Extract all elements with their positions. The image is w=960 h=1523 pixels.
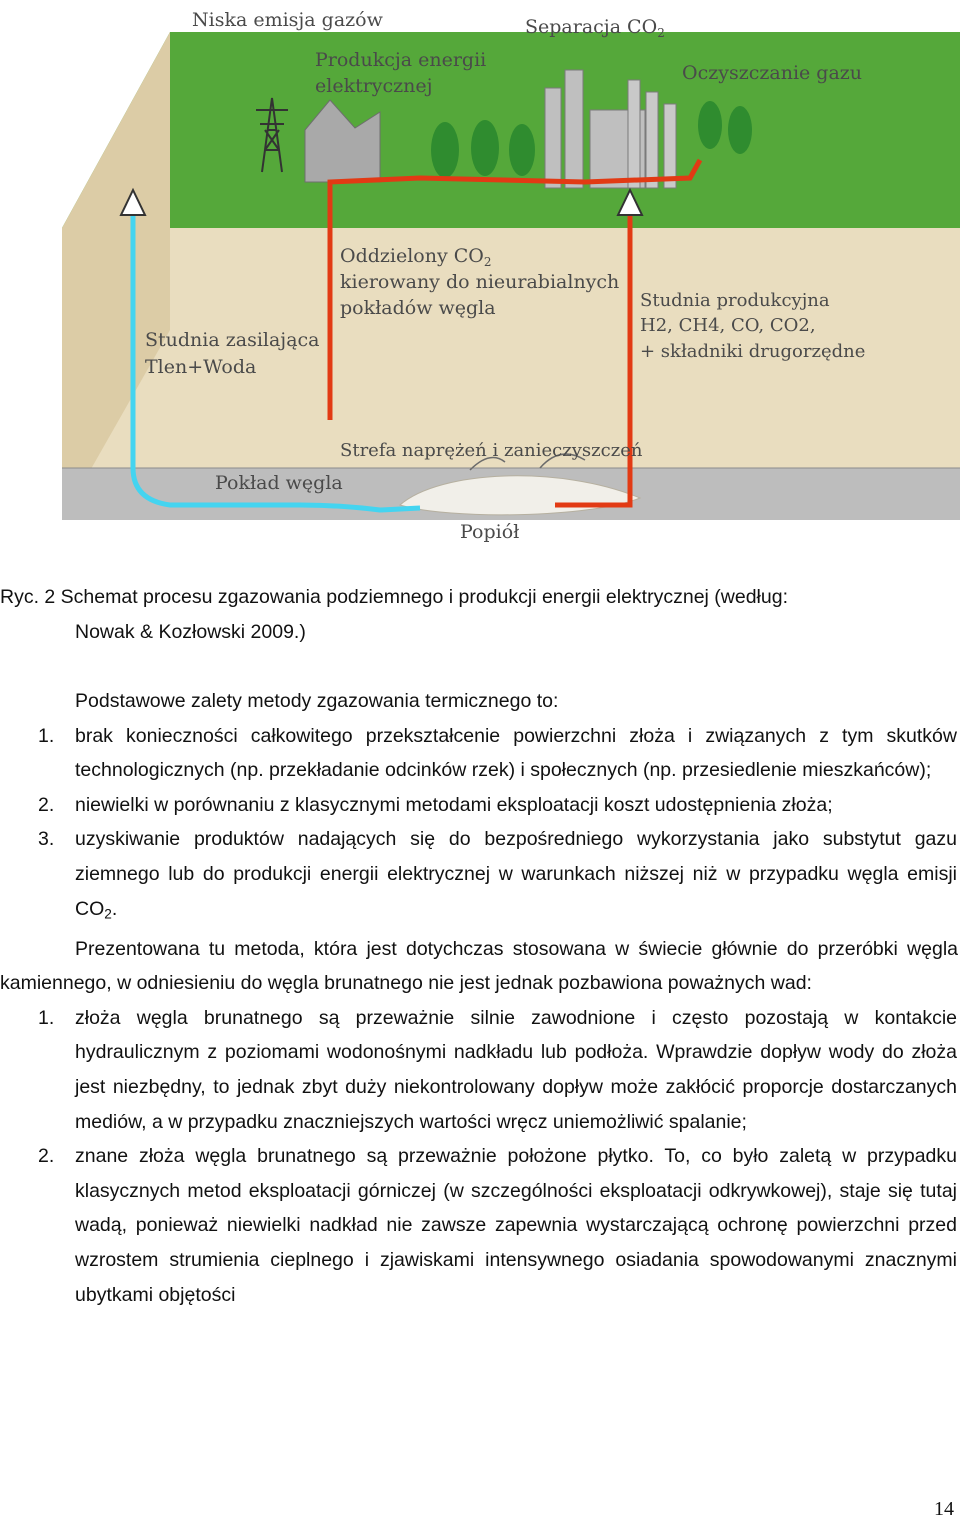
- label-separated-co2-3: pokładów węgla: [340, 297, 496, 319]
- page-number: 14: [934, 1498, 954, 1520]
- label-production-well-1: Studnia produkcyjna: [640, 290, 830, 311]
- label-ash: Popiół: [460, 521, 520, 543]
- label-coal-seam: Pokład węgla: [215, 472, 343, 494]
- caption-line-1: Ryc. 2 Schemat procesu zgazowania podziemnego i produkcji energii elektrycznej (według:: [0, 586, 788, 608]
- list-item-end: .: [111, 897, 118, 920]
- body-paragraph: Prezentowana tu metoda, która jest dotychczas stosowana w świecie głównie do przeróbki węgla kamiennego, w odniesieniu do węgla brunatnego nie jest jednak pozbawiona poważnych wad:: [0, 937, 958, 995]
- subscript-2: 2: [104, 905, 112, 921]
- label-separated-co2-1: Oddzielony $CO_2$: [340, 245, 492, 269]
- label-power-production-2: elektrycznej: [315, 75, 433, 97]
- label-supply-well-1: Studnia zasilająca: [145, 329, 320, 351]
- advantage-item: [0, 822, 958, 931]
- label-production-well-3: + składniki drugorzędne: [640, 341, 866, 362]
- label-supply-well-2: Tlen+Woda: [145, 356, 257, 378]
- list-item-text: złoża węgla brunatnego są przeważnie silnie zawodnione i często pozostają w kontakcie hydraulicznym z poziomami wodonośnymi nadkładu lub podłoża. Wprawdzie dopływ wody do złoża jest niezbędny, to jednak zbyt duży niekontrolowany dopływ może zakłócić proporcje dostarczanych mediów, a w przypadku znaczniejszych wartości wręcz uniemożliwić spalanie;: [75, 1006, 957, 1133]
- disadvantage-item: [0, 1139, 958, 1312]
- list-number: 3.: [38, 828, 55, 851]
- figure-caption: [0, 580, 958, 649]
- list-item-text: znane złoża węgla brunatnego są przeważnie położone płytko. To, co było zaletą w przypadku klasycznych metod eksploatacji górniczej (w szczególności eksploatacji odkrywkowej), staje się tutaj wadą, ponieważ niewielki nadkład nie zawsze zapewnia wystarczającą ochronę powierzchni przed wzrostem strumienia cieplnego i zjawiskami intensywnego osiadania spowodowanymi znacznymi ubytkami objętości: [75, 1145, 957, 1306]
- gasification-diagram: [0, 0, 960, 560]
- label-separated-co2-2: kierowany do nieurabialnych: [340, 271, 620, 293]
- label-low-emission: Niska emisja gazów: [192, 9, 383, 31]
- list-item-text: brak konieczności całkowitego przekształcenie powierzchni złoża i związanych z tym skutków technologicznych (np. przekładanie odcinków rzek) i społecznych (np. przesiedlenie mieszkańców);: [75, 724, 957, 782]
- list-item-text: niewielki w porównaniu z klasycznymi metodami eksploatacji koszt udostępnienia złoża;: [75, 793, 833, 816]
- list-item-body: uzyskiwanie produktów nadających się do bezpośredniego wykorzystania jako substytut gazu ziemnego lub do produkcji energii elektrycznej w warunkach niższej niż w przypadku węgla emisji CO: [75, 828, 957, 920]
- advantage-item: [0, 719, 958, 788]
- list-number: 1.: [38, 1006, 55, 1029]
- list-item-text: [75, 822, 957, 931]
- label-stress-zone: Strefa naprężeń i zanieczyszczeń: [340, 440, 643, 461]
- disadvantage-item: [0, 1001, 958, 1139]
- advantage-item: [0, 788, 958, 823]
- advantages-section: [0, 684, 958, 1312]
- caption-line-2: Nowak & Kozłowski 2009.): [75, 620, 306, 643]
- label-production-well-2: H2, CH4, CO, CO2,: [640, 315, 816, 336]
- label-co2-separation: Separacja $CO_2$: [525, 16, 665, 40]
- advantages-intro: Podstawowe zalety metody zgazowania termicznego to:: [75, 690, 559, 712]
- label-gas-cleaning: Oczyszczanie gazu: [682, 62, 863, 84]
- list-number: 2.: [38, 1145, 55, 1168]
- list-number: 1.: [38, 724, 55, 747]
- label-power-production-1: Produkcja energii: [315, 49, 487, 71]
- list-number: 2.: [38, 793, 55, 816]
